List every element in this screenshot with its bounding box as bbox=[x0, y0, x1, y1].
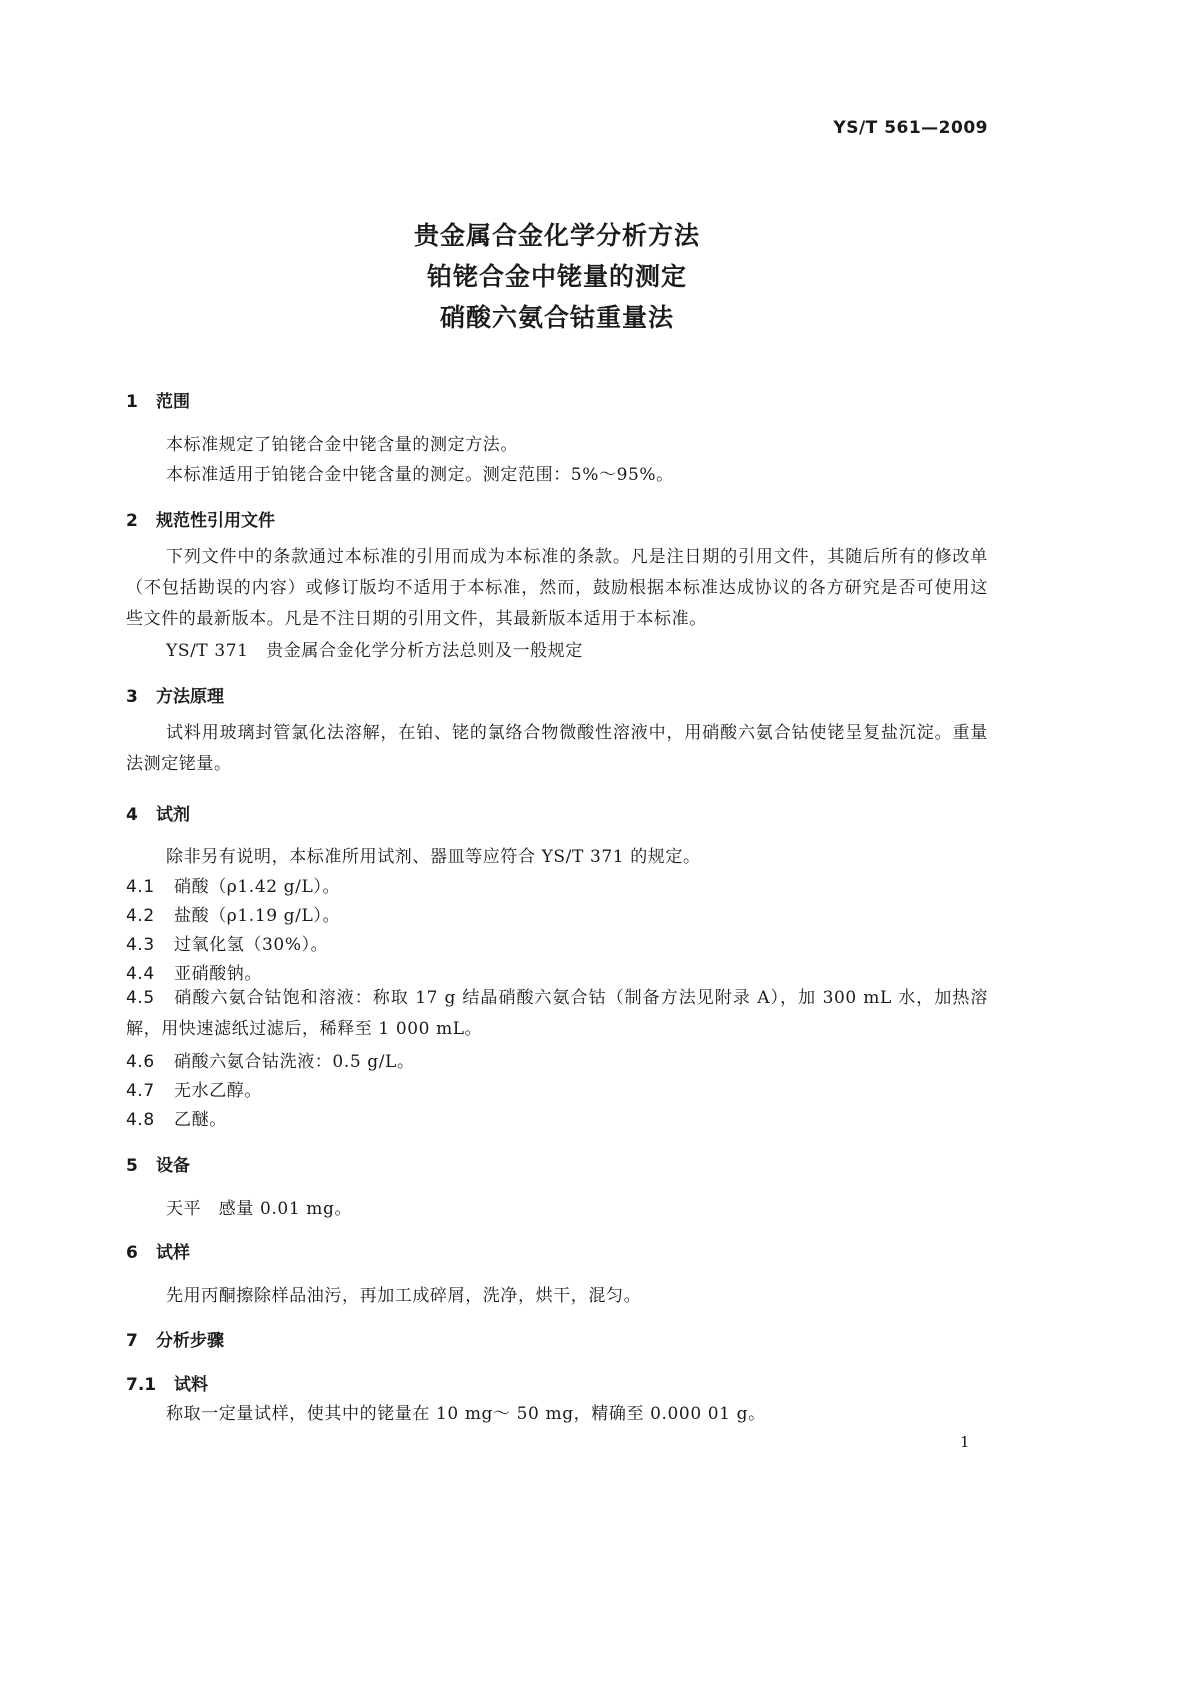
section-number: 3 bbox=[126, 687, 138, 707]
section-1-paragraph-2: 本标准适用于铂铑合金中铑含量的测定。测定范围：5%～95%。 bbox=[166, 465, 674, 485]
title-line-1: 贵金属合金化学分析方法 bbox=[413, 221, 700, 250]
section-title: 设备 bbox=[156, 1156, 190, 1176]
section-2-paragraph: 下列文件中的条款通过本标准的引用而成为本标准的条款。凡是注日期的引用文件，其随后所有的修改单（不包括勘误的内容）或修订版均不适用于本标准，然而，鼓励根据本标准达成协议的各方研究是否可使用这些文件的最新版本。凡是不注日期的引用文件，其最新版本适用于本标准。 bbox=[126, 547, 988, 629]
section-number: 5 bbox=[126, 1156, 138, 1176]
item-number: 4.1 bbox=[126, 877, 155, 897]
item-number: 4.3 bbox=[126, 935, 155, 955]
title-line-3: 硝酸六氨合钴重量法 bbox=[439, 303, 674, 332]
item-number: 4.7 bbox=[126, 1081, 155, 1101]
section-number: 2 bbox=[126, 511, 138, 531]
page-number: 1 bbox=[960, 1433, 970, 1451]
section-title: 试样 bbox=[156, 1243, 190, 1263]
reagent-item bbox=[126, 872, 340, 897]
subsection-7-1-text: 称取一定量试样，使其中的铑量在 10 mg～ 50 mg，精确至 0.000 01 g。 bbox=[166, 1404, 766, 1424]
section-number: 6 bbox=[126, 1243, 138, 1263]
subsection-number: 7.1 bbox=[126, 1375, 157, 1395]
item-text: 硝酸六氨合钴饱和溶液：称取 17 g 结晶硝酸六氨合钴（制备方法见附录 A），加 300 mL 水，加热溶解，用快速滤纸过滤后，稀释至 1 000 mL。 bbox=[126, 988, 988, 1039]
section-3-paragraph: 试料用玻璃封管氯化法溶解，在铂、铑的氯络合物微酸性溶液中，用硝酸六氨合钴使铑呈复盐沉淀。重量法测定铑量。 bbox=[126, 723, 988, 774]
item-text: 过氧化氢（30%）。 bbox=[174, 935, 329, 955]
section-number: 1 bbox=[126, 392, 138, 412]
section-title: 方法原理 bbox=[156, 687, 224, 707]
section-3-heading bbox=[126, 682, 224, 707]
reagent-item bbox=[126, 1047, 415, 1072]
item-text: 亚硝酸钠。 bbox=[174, 964, 262, 984]
item-text: 乙醚。 bbox=[174, 1110, 227, 1130]
item-text: 无水乙醇。 bbox=[174, 1081, 262, 1101]
section-2-heading bbox=[126, 506, 275, 531]
item-text: 盐酸（ρ1.19 g/L）。 bbox=[174, 906, 341, 926]
item-number: 4.2 bbox=[126, 906, 155, 926]
section-5-heading bbox=[126, 1151, 190, 1176]
section-7-heading bbox=[126, 1326, 224, 1351]
reagent-item bbox=[126, 983, 988, 1045]
reagent-item bbox=[126, 901, 340, 926]
section-title: 范围 bbox=[156, 392, 190, 412]
standard-number: YS/T 561—2009 bbox=[833, 118, 988, 138]
title-line-2: 铂铑合金中铑量的测定 bbox=[426, 262, 687, 291]
section-number: 7 bbox=[126, 1331, 138, 1351]
section-1-heading bbox=[126, 387, 190, 412]
item-text: 硝酸六氨合钴洗液：0.5 g/L。 bbox=[174, 1052, 415, 1072]
reagent-item bbox=[126, 1105, 227, 1130]
section-1-paragraph-1: 本标准规定了铂铑合金中铑含量的测定方法。 bbox=[166, 435, 518, 455]
section-6-text: 先用丙酮擦除样品油污，再加工成碎屑，洗净，烘干，混匀。 bbox=[166, 1286, 642, 1306]
normative-reference: YS/T 371 贵金属合金化学分析方法总则及一般规定 bbox=[166, 641, 583, 661]
reagent-item bbox=[126, 959, 262, 984]
item-number: 4.4 bbox=[126, 964, 155, 984]
section-title: 试剂 bbox=[156, 805, 190, 825]
section-5-text: 天平 感量 0.01 mg。 bbox=[166, 1199, 353, 1219]
item-number: 4.5 bbox=[126, 988, 155, 1008]
reagent-item bbox=[126, 1076, 262, 1101]
section-4-heading bbox=[126, 800, 190, 825]
item-number: 4.6 bbox=[126, 1052, 155, 1072]
section-title: 规范性引用文件 bbox=[156, 511, 275, 531]
item-number: 4.8 bbox=[126, 1110, 155, 1130]
subsection-title: 试料 bbox=[174, 1375, 208, 1395]
subsection-7-1-heading bbox=[126, 1370, 208, 1395]
item-text: 硝酸（ρ1.42 g/L）。 bbox=[174, 877, 341, 897]
section-6-heading bbox=[126, 1238, 190, 1263]
section-number: 4 bbox=[126, 805, 138, 825]
section-title: 分析步骤 bbox=[156, 1331, 224, 1351]
section-4-intro: 除非另有说明，本标准所用试剂、器皿等应符合 YS/T 371 的规定。 bbox=[166, 847, 701, 867]
reagent-item bbox=[126, 930, 328, 955]
